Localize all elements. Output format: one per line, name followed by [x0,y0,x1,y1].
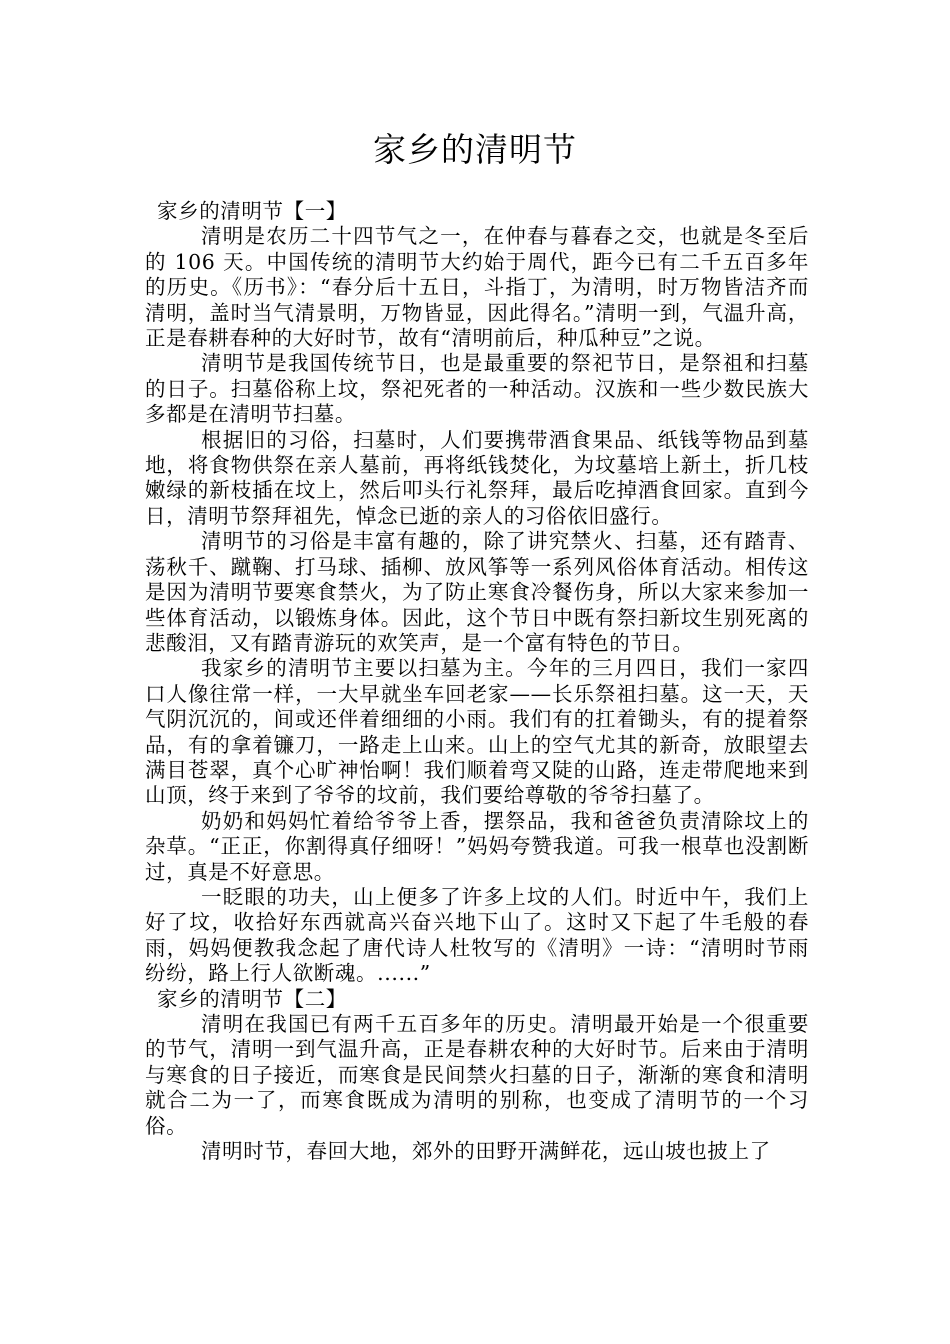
paragraph: 清明在我国已有两千五百多年的历史。清明最开始是一个很重要的节气，清明一到气温升高，正是春耕农种的大好时节。后来由于清明与寒食的日子接近，而寒食是民间禁火扫墓的日子，渐渐的寒食和清明就合二为一了，而寒食既成为清明的别称，也变成了清明节的一个习俗。 [145,1012,809,1138]
section-heading: 家乡的清明节【一】 [157,199,347,223]
paragraph: 我家乡的清明节主要以扫墓为主。今年的三月四日，我们一家四口人像往常一样，一大早就坐车回老家——长乐祭祖扫墓。这一天，天气阴沉沉的，间或还伴着细细的小雨。我们有的扛着锄头，有的提着祭品，有的拿着镰刀，一路走上山来。山上的空气尤其的新奇，放眼望去满目苍翠，真个心旷神怡啊！我们顺着弯又陡的山路，连走带爬地来到山顶，终于来到了爷爷的坟前，我们要给尊敬的爷爷扫墓了。 [145,656,809,808]
paragraph: 清明时节，春回大地，郊外的田野开满鲜花，远山坡也披上了 [201,1139,771,1164]
paragraph: 清明节的习俗是丰富有趣的，除了讲究禁火、扫墓，还有踏青、荡秋千、蹴鞠、打马球、插柳、放风筝等一系列风俗体育活动。相传这是因为清明节要寒食禁火，为了防止寒食冷餐伤身，所以大家来参加一些体育活动，以锻炼身体。因此，这个节日中既有祭扫新坟生别死离的悲酸泪，又有踏青游玩的欢笑声，是一个富有特色的节日。 [145,529,809,655]
document-body [145,199,809,1164]
paragraph: 奶奶和妈妈忙着给爷爷上香，摆祭品，我和爸爸负责清除坟上的杂草。“正正，你割得真仔细呀！”妈妈夸赞我道。可我一根草也没割断过，真是不好意思。 [145,808,809,884]
document-title: 家乡的清明节 [373,130,577,169]
section-1 [145,199,809,987]
section-heading: 家乡的清明节【二】 [157,986,347,1011]
paragraph: 一眨眼的功夫，山上便多了许多上坟的人们。时近中午，我们上好了坟，收拾好东西就高兴奋兴地下山了。这时又下起了牛毛般的春雨，妈妈便教我念起了唐代诗人杜牧写的《清明》一诗：“清明时节雨纷纷，路上行人欲断魂。......” [145,884,809,986]
paragraph: 根据旧的习俗，扫墓时，人们要携带酒食果品、纸钱等物品到墓地，将食物供祭在亲人墓前，再将纸钱焚化，为坟墓培上新土，折几枝嫩绿的新枝插在坟上，然后叩头行礼祭拜，最后吃掉酒食回家。直到今日，清明节祭拜祖先，悼念已逝的亲人的习俗依旧盛行。 [145,427,809,528]
paragraph: 清明节是我国传统节日，也是最重要的祭祀节日，是祭祖和扫墓的日子。扫墓俗称上坟，祭祀死者的一种活动。汉族和一些少数民族大多都是在清明节扫墓。 [145,351,809,427]
paragraph: 清明是农历二十四节气之一，在仲春与暮春之交，也就是冬至后的 106 天。中国传统的清明节大约始于周代，距今已有二千五百多年的历史。《历书》：“春分后十五日，斗指丁，为清明，时万物皆洁齐而清明，盖时当气清景明，万物皆显，因此得名。”清明一到，气温升高，正是春耕春种的大好时节，故有“清明前后，种瓜种豆”之说。 [145,224,809,351]
section-2 [145,987,809,1165]
